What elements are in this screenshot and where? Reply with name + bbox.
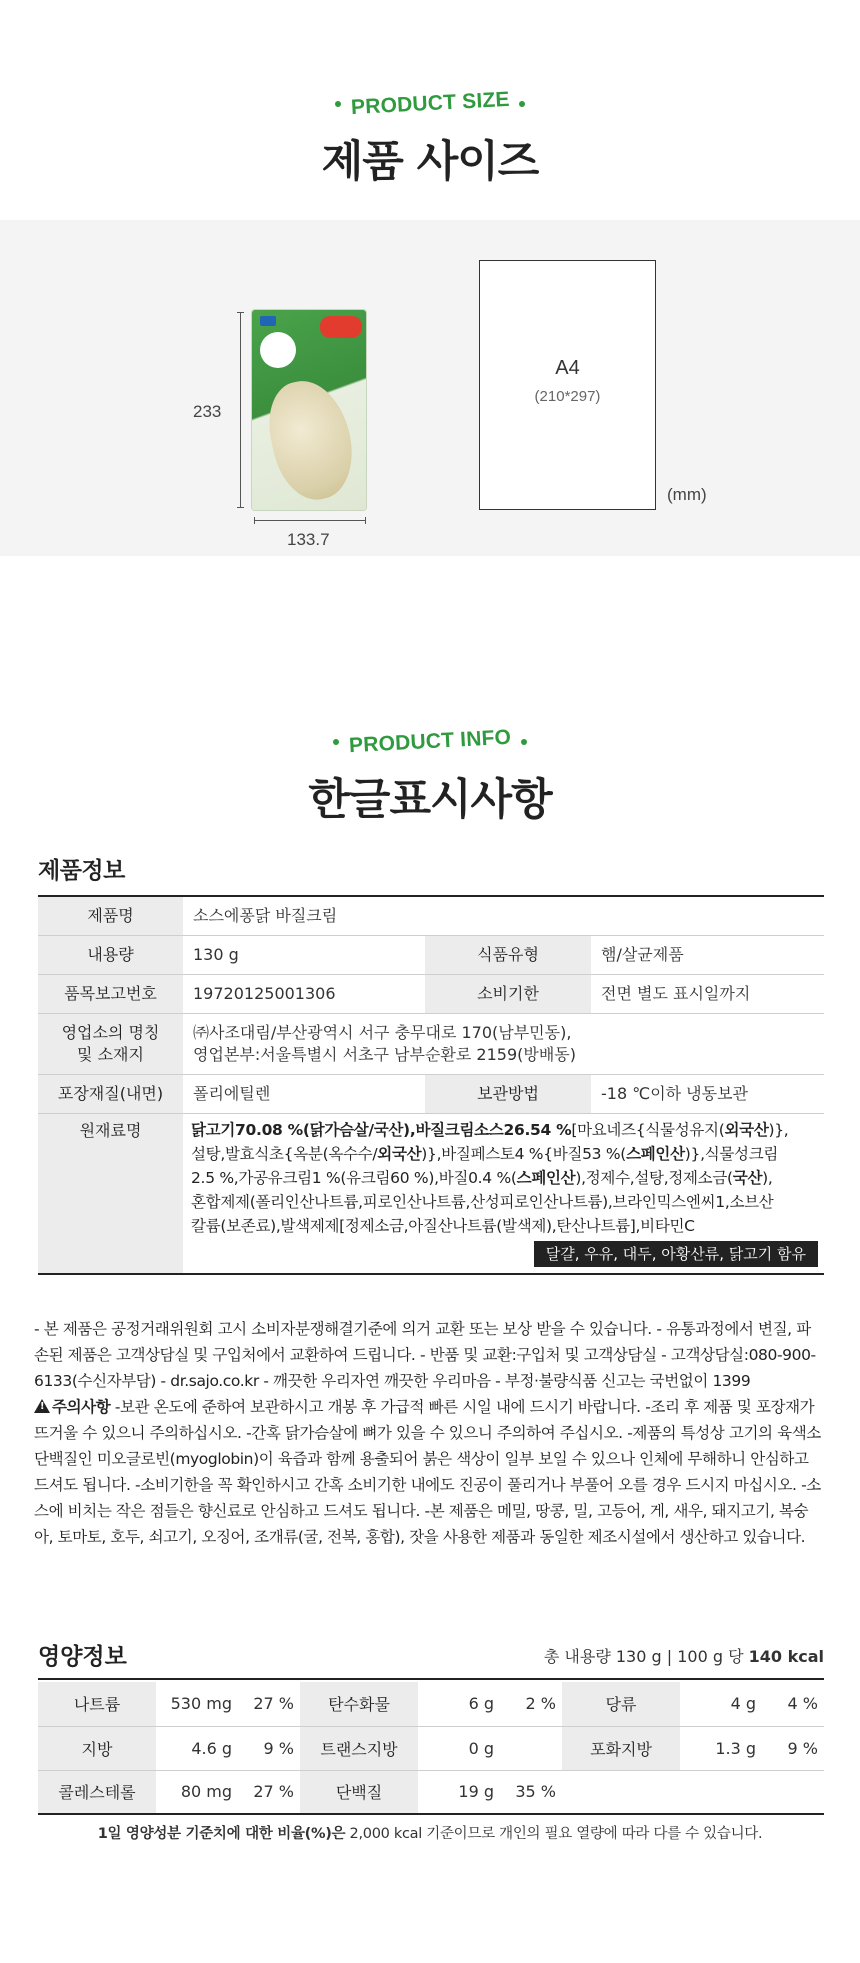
nutrient-label bbox=[562, 1770, 680, 1814]
nutrient-label: 트랜스지방 bbox=[300, 1726, 418, 1770]
info-subtitle: PRODUCT INFO bbox=[0, 730, 860, 754]
type-label: 식품유형 bbox=[425, 936, 591, 975]
dot-icon bbox=[519, 101, 525, 107]
nutrient-percent bbox=[500, 1726, 562, 1770]
nutrition-title: 영양정보 bbox=[38, 1644, 127, 1670]
caution-notice bbox=[34, 1394, 824, 1550]
nutrient-percent: 35 % bbox=[500, 1770, 562, 1814]
exchange-notice: - 본 제품은 공정거래위원회 고시 소비자분쟁해결기준에 의거 교환 또는 보상 받을 수 있습니다. - 유통과정에서 변질, 파손된 제품은 고객상담실 및 구입처에서 교환하여 드립니다. - 반품 및 교환:구입처 및 고객상담실 - 고객상담실:080-900-6133(수신자부담) - dr.sajo.co.kr - 깨끗한 우리자연 깨끗한 우리마음 - 부정·불량식품 신고는 국번없이 1399 bbox=[34, 1320, 816, 1390]
ingredients-label: 원재료명 bbox=[38, 1114, 183, 1275]
height-label: 233 bbox=[193, 402, 222, 421]
nutrient-label: 포화지방 bbox=[562, 1726, 680, 1770]
nutrient-label: 탄수화물 bbox=[300, 1682, 418, 1726]
nutrient-value bbox=[680, 1770, 762, 1814]
packaging-value: 폴리에틸렌 bbox=[183, 1075, 425, 1114]
size-subtitle: PRODUCT SIZE bbox=[0, 92, 860, 116]
nutrient-percent: 27 % bbox=[238, 1770, 300, 1814]
company-line-2: 영업본부:서울특별시 서초구 남부순환로 2159(방배동) bbox=[193, 1045, 576, 1064]
nutrient-percent: 9 % bbox=[762, 1726, 824, 1770]
warning-icon bbox=[34, 1399, 50, 1413]
nutrient-percent: 27 % bbox=[238, 1682, 300, 1726]
nutrient-value: 4.6 g bbox=[156, 1726, 238, 1770]
a4-label: A4 bbox=[555, 357, 580, 379]
company-label: 영업소의 명칭 및 소재지 bbox=[38, 1014, 183, 1075]
nutrient-value: 1.3 g bbox=[680, 1726, 762, 1770]
dot-icon bbox=[335, 101, 341, 107]
table-row bbox=[38, 975, 824, 1014]
nutrient-percent: 9 % bbox=[238, 1726, 300, 1770]
nutrition-header bbox=[38, 1632, 824, 1680]
nutrient-percent: 2 % bbox=[500, 1682, 562, 1726]
product-package-image bbox=[252, 310, 366, 510]
brand-badge-icon bbox=[320, 316, 362, 338]
table-row bbox=[38, 1682, 824, 1726]
allergy-badge: 달걀, 우유, 대두, 아황산류, 닭고기 함유 bbox=[534, 1241, 818, 1267]
company-value bbox=[183, 1014, 824, 1075]
nutrient-value: 4 g bbox=[680, 1682, 762, 1726]
nutrient-label: 당류 bbox=[562, 1682, 680, 1726]
nutrient-value: 19 g bbox=[418, 1770, 500, 1814]
company-line-1: ㈜사조대림/부산광역시 서구 충무대로 170(남부민동), bbox=[193, 1023, 572, 1042]
table-row bbox=[38, 1114, 824, 1275]
report-label: 품목보고번호 bbox=[38, 975, 183, 1014]
table-row bbox=[38, 1726, 824, 1770]
caution-label: 주의사항 bbox=[52, 1398, 111, 1416]
table-row bbox=[38, 1770, 824, 1814]
nutrition-summary: 총 내용량 130 g | 100 g 당 140 kcal bbox=[543, 1647, 824, 1666]
notice-text bbox=[34, 1316, 824, 1550]
dot-icon bbox=[333, 739, 339, 745]
mascot-icon bbox=[260, 332, 296, 368]
a4-paper-reference bbox=[479, 260, 656, 510]
caution-text: -보관 온도에 준하여 보관하시고 개봉 후 가급적 빠른 시일 내에 드시기 바랍니다. -조리 후 제품 및 포장재가 뜨거울 수 있으니 주의하십시오. -간혹 닭가슴살에 뼈가 있을 수 있으니 주의하여 주십시오. -제품의 특성상 고기의 육색소 단백질인 미오글로빈(myoglobin)이 육즙과 함께 용출되어 붉은 색상이 일부 보일 수 있으나 인체에 무해하니 안심하고 드셔도 됩니다. -소비기한을 꼭 확인하시고 간혹 소비기한 내에도 진공이 풀리거나 부풀어 오를 경우 드시지 마십시오. -소스에 비치는 작은 점들은 향신료로 안심하고 드셔도 됩니다. -본 제품은 메밀, 땅콩, 밀, 고등어, 게, 새우, 돼지고기, 복숭아, 토마토, 호두, 쇠고기, 오징어, 조개류(굴, 전복, 홍합), 잣을 사용한 제품과 동일한 제조시설에서 생산하고 있습니다. bbox=[34, 1398, 821, 1546]
dot-icon bbox=[521, 739, 527, 745]
size-section-header bbox=[0, 87, 860, 189]
type-value: 햄/살균제품 bbox=[591, 936, 824, 975]
volume-value: 130 g bbox=[183, 936, 425, 975]
width-dimension-line bbox=[254, 520, 366, 521]
volume-label: 내용량 bbox=[38, 936, 183, 975]
nutrient-percent bbox=[762, 1770, 824, 1814]
report-value: 19720125001306 bbox=[183, 975, 425, 1014]
nutrient-value: 80 mg bbox=[156, 1770, 238, 1814]
width-label: 133.7 bbox=[287, 530, 330, 549]
nutrient-label: 단백질 bbox=[300, 1770, 418, 1814]
ingredients-value bbox=[183, 1114, 824, 1275]
nutrition-footnote: 1일 영양성분 기준치에 대한 비율(%)은 2,000 kcal 기준이므로 개인의 필요 열량에 따라 다를 수 있습니다. bbox=[97, 1826, 763, 1842]
nutrient-label: 콜레스테롤 bbox=[38, 1770, 156, 1814]
nutrient-value: 0 g bbox=[418, 1726, 500, 1770]
table-row bbox=[38, 896, 824, 936]
allergy-row bbox=[191, 1241, 818, 1267]
nutrient-label: 나트륨 bbox=[38, 1682, 156, 1726]
storage-label: 보관방법 bbox=[425, 1075, 591, 1114]
product-info-title: 제품정보 bbox=[38, 858, 125, 884]
name-label: 제품명 bbox=[38, 896, 183, 936]
name-value: 소스에퐁닭 바질크림 bbox=[183, 896, 824, 936]
nutrient-value: 530 mg bbox=[156, 1682, 238, 1726]
expiry-value: 전면 별도 표시일까지 bbox=[591, 975, 824, 1014]
size-title: 제품 사이즈 bbox=[321, 137, 539, 187]
nutrition-table bbox=[38, 1682, 824, 1815]
ingredients-text: 닭고기70.08 %(닭가슴살/국산),바질크림소스26.54 %[마요네즈{식물성유지(외국산)}, 설탕,발효식초{옥분(옥수수/외국산)},바질페스토4 %{바질53 %(스페인산)},식물성크림 2.5 %,가공유크림1 %(유크림60 %),바질0.4 %(스페인산),정제수,설탕,정제소금(국산), 혼합제제(폴리인산나트륨,피로인산나트륨,산성피로인산나트륨),브라인믹스엔씨1,소브산 칼륨(보존료),발색제제[정제소금,아질산나트륨(발색제),탄산나트륨],비타민C bbox=[191, 1121, 789, 1235]
chicken-breast-image bbox=[260, 373, 361, 507]
product-info-table bbox=[38, 895, 824, 1275]
table-row bbox=[38, 1075, 824, 1114]
expiry-label: 소비기한 bbox=[425, 975, 591, 1014]
nutrient-percent: 4 % bbox=[762, 1682, 824, 1726]
nutrient-label: 지방 bbox=[38, 1726, 156, 1770]
info-title: 한글표시사항 bbox=[308, 775, 552, 825]
info-section-header bbox=[0, 725, 860, 827]
table-row bbox=[38, 1014, 824, 1075]
height-dimension-line bbox=[240, 312, 241, 508]
storage-value: -18 ℃이하 냉동보관 bbox=[591, 1075, 824, 1114]
a4-size: (210*297) bbox=[534, 388, 601, 405]
packaging-label: 포장재질(내면) bbox=[38, 1075, 183, 1114]
unit-label: (mm) bbox=[667, 485, 707, 504]
nutrient-value: 6 g bbox=[418, 1682, 500, 1726]
table-row bbox=[38, 936, 824, 975]
size-comparison-band bbox=[0, 220, 860, 556]
brand-logo-icon bbox=[260, 316, 276, 326]
